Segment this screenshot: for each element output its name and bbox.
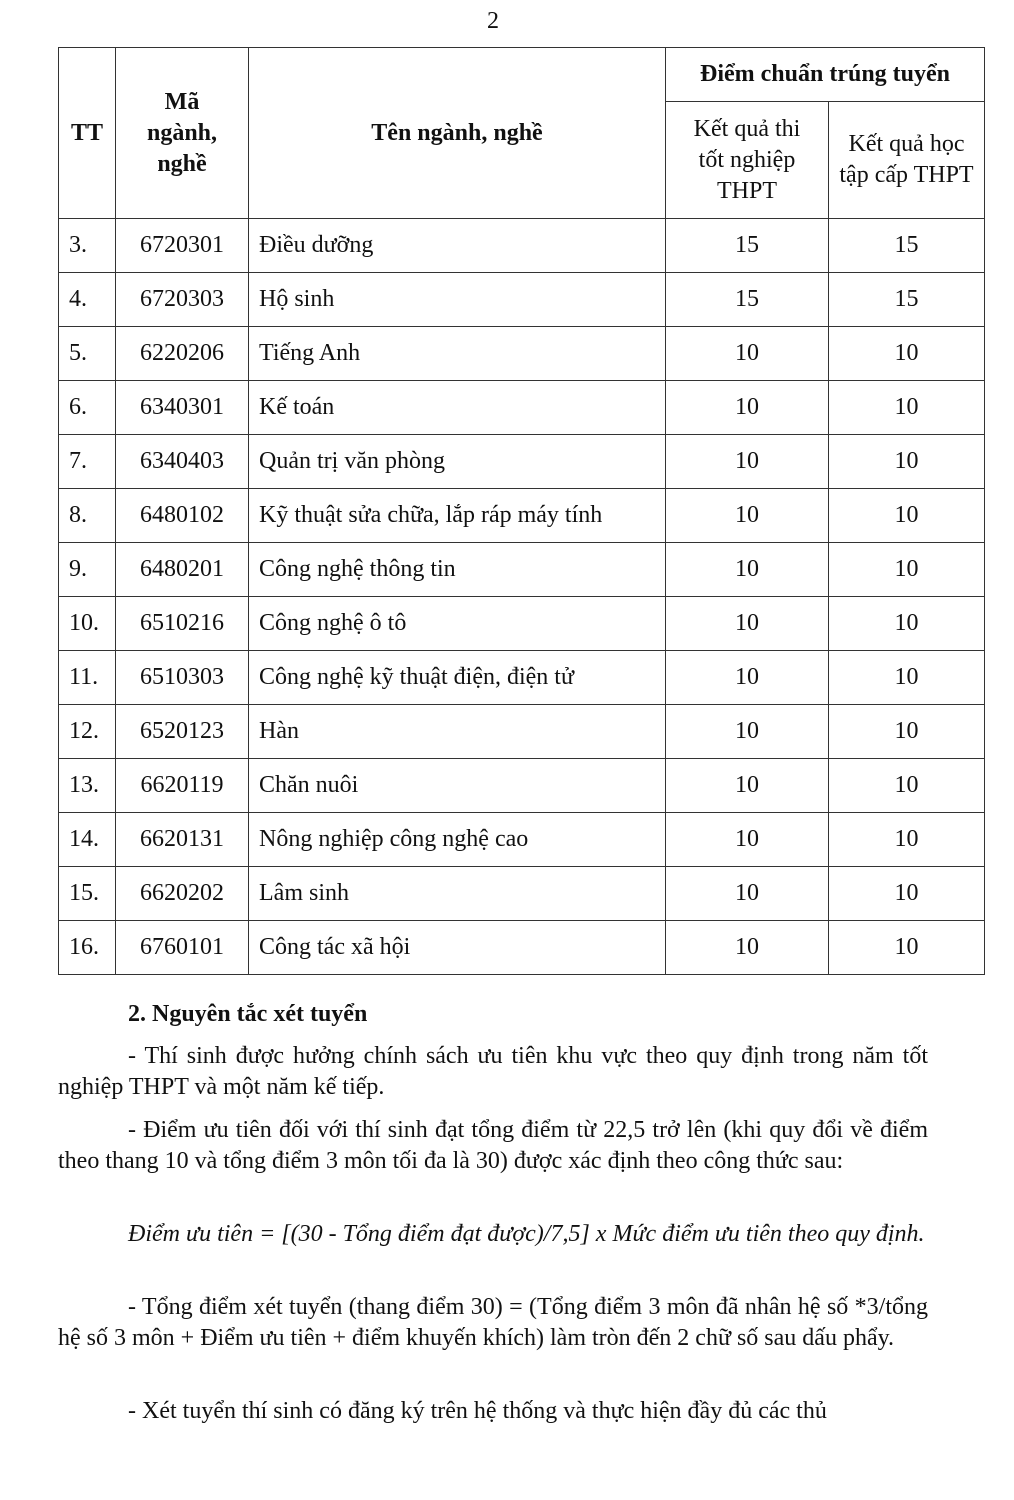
row-number: 5.: [59, 327, 116, 381]
row-name: Hộ sinh: [249, 273, 666, 327]
row-code: 6720303: [116, 273, 249, 327]
row-name: Kỹ thuật sửa chữa, lắp ráp máy tính: [249, 489, 666, 543]
row-number: 7.: [59, 435, 116, 489]
table-row: [59, 435, 985, 489]
row-code: 6620119: [116, 759, 249, 813]
row-code: 6620202: [116, 867, 249, 921]
table-row: [59, 813, 985, 867]
row-score-exam: 10: [666, 543, 829, 597]
row-name: Công nghệ kỹ thuật điện, điện tử: [249, 651, 666, 705]
row-number: 11.: [59, 651, 116, 705]
row-score-exam: 15: [666, 273, 829, 327]
row-name: Kế toán: [249, 381, 666, 435]
row-score-transcript: 10: [829, 705, 985, 759]
row-code: 6340403: [116, 435, 249, 489]
row-score-transcript: 10: [829, 759, 985, 813]
row-number: 14.: [59, 813, 116, 867]
row-name: Nông nghiệp công nghệ cao: [249, 813, 666, 867]
paragraph-registration: - Xét tuyển thí sinh có đăng ký trên hệ thống và thực hiện đầy đủ các thủ: [128, 1398, 827, 1424]
row-score-transcript: 10: [829, 813, 985, 867]
row-name: Quản trị văn phòng: [249, 435, 666, 489]
row-score-exam: 10: [666, 921, 829, 975]
row-score-transcript: 10: [829, 327, 985, 381]
row-score-transcript: 15: [829, 273, 985, 327]
row-score-exam: 10: [666, 435, 829, 489]
row-number: 15.: [59, 867, 116, 921]
row-code: 6480201: [116, 543, 249, 597]
row-number: 13.: [59, 759, 116, 813]
row-score-exam: 10: [666, 705, 829, 759]
row-number: 9.: [59, 543, 116, 597]
row-name: Công tác xã hội: [249, 921, 666, 975]
row-score-transcript: 10: [829, 489, 985, 543]
row-number: 8.: [59, 489, 116, 543]
row-score-transcript: 10: [829, 921, 985, 975]
row-number: 6.: [59, 381, 116, 435]
table-row: [59, 759, 985, 813]
row-score-exam: 10: [666, 759, 829, 813]
table-row: [59, 327, 985, 381]
row-score-exam: 10: [666, 489, 829, 543]
row-code: 6510303: [116, 651, 249, 705]
row-name: Lâm sinh: [249, 867, 666, 921]
section-heading: 2. Nguyên tắc xét tuyển: [128, 1001, 368, 1027]
paragraph-total-score: - Tổng điểm xét tuyển (thang điểm 30) = (Tổng điểm 3 môn đã nhân hệ số *3/tổng hệ số 3 môn + Điểm ưu tiên + điểm khuyến khích) làm tròn đến 2 chữ số sau dấu phẩy.: [58, 1294, 928, 1351]
table-row: [59, 597, 985, 651]
row-score-transcript: 10: [829, 543, 985, 597]
table-row: [59, 651, 985, 705]
row-name: Công nghệ thông tin: [249, 543, 666, 597]
row-number: 16.: [59, 921, 116, 975]
table-row: [59, 489, 985, 543]
table-row: [59, 705, 985, 759]
table-row: [59, 921, 985, 975]
row-name: Công nghệ ô tô: [249, 597, 666, 651]
row-code: 6510216: [116, 597, 249, 651]
formula-priority-points: Điểm ưu tiên = [(30 - Tổng điểm đạt được)/7,5] x Mức điểm ưu tiên theo quy định.: [128, 1221, 925, 1247]
row-number: 12.: [59, 705, 116, 759]
header-tt: TT: [59, 48, 116, 219]
row-number: 10.: [59, 597, 116, 651]
row-score-exam: 10: [666, 597, 829, 651]
header-score-group: Điểm chuẩn trúng tuyển: [666, 48, 985, 102]
row-code: 6620131: [116, 813, 249, 867]
row-name: Tiếng Anh: [249, 327, 666, 381]
row-score-exam: 10: [666, 381, 829, 435]
row-code: 6520123: [116, 705, 249, 759]
row-score-transcript: 15: [829, 219, 985, 273]
header-name: Tên ngành, nghề: [249, 48, 666, 219]
header-score-transcript: Kết quả học tập cấp THPT: [829, 102, 985, 219]
row-code: 6760101: [116, 921, 249, 975]
table-row: [59, 381, 985, 435]
row-score-transcript: 10: [829, 651, 985, 705]
table-row: [59, 867, 985, 921]
header-code: Mã ngành, nghề: [116, 48, 249, 219]
admission-score-table: [58, 47, 985, 975]
row-name: Điều dưỡng: [249, 219, 666, 273]
row-name: Hàn: [249, 705, 666, 759]
row-number: 4.: [59, 273, 116, 327]
row-score-exam: 15: [666, 219, 829, 273]
row-score-exam: 10: [666, 813, 829, 867]
row-name: Chăn nuôi: [249, 759, 666, 813]
row-score-exam: 10: [666, 327, 829, 381]
row-code: 6480102: [116, 489, 249, 543]
row-score-transcript: 10: [829, 597, 985, 651]
row-score-transcript: 10: [829, 381, 985, 435]
row-score-transcript: 10: [829, 435, 985, 489]
row-score-exam: 10: [666, 651, 829, 705]
table-row: [59, 273, 985, 327]
paragraph-priority-points: - Điểm ưu tiên đối với thí sinh đạt tổng điểm từ 22,5 trở lên (khi quy đổi về điểm theo thang 10 và tổng điểm 3 môn tối đa là 30) được xác định theo công thức sau:: [58, 1117, 928, 1174]
row-score-transcript: 10: [829, 867, 985, 921]
row-code: 6220206: [116, 327, 249, 381]
paragraph-priority-area: - Thí sinh được hưởng chính sách ưu tiên khu vực theo quy định trong năm tốt nghiệp THPT và một năm kế tiếp.: [58, 1043, 928, 1100]
page-number: 2: [487, 8, 499, 34]
header-score-exam: Kết quả thi tốt nghiệp THPT: [666, 102, 829, 219]
row-score-exam: 10: [666, 867, 829, 921]
table-row: [59, 219, 985, 273]
row-code: 6720301: [116, 219, 249, 273]
row-number: 3.: [59, 219, 116, 273]
row-code: 6340301: [116, 381, 249, 435]
table-row: [59, 543, 985, 597]
